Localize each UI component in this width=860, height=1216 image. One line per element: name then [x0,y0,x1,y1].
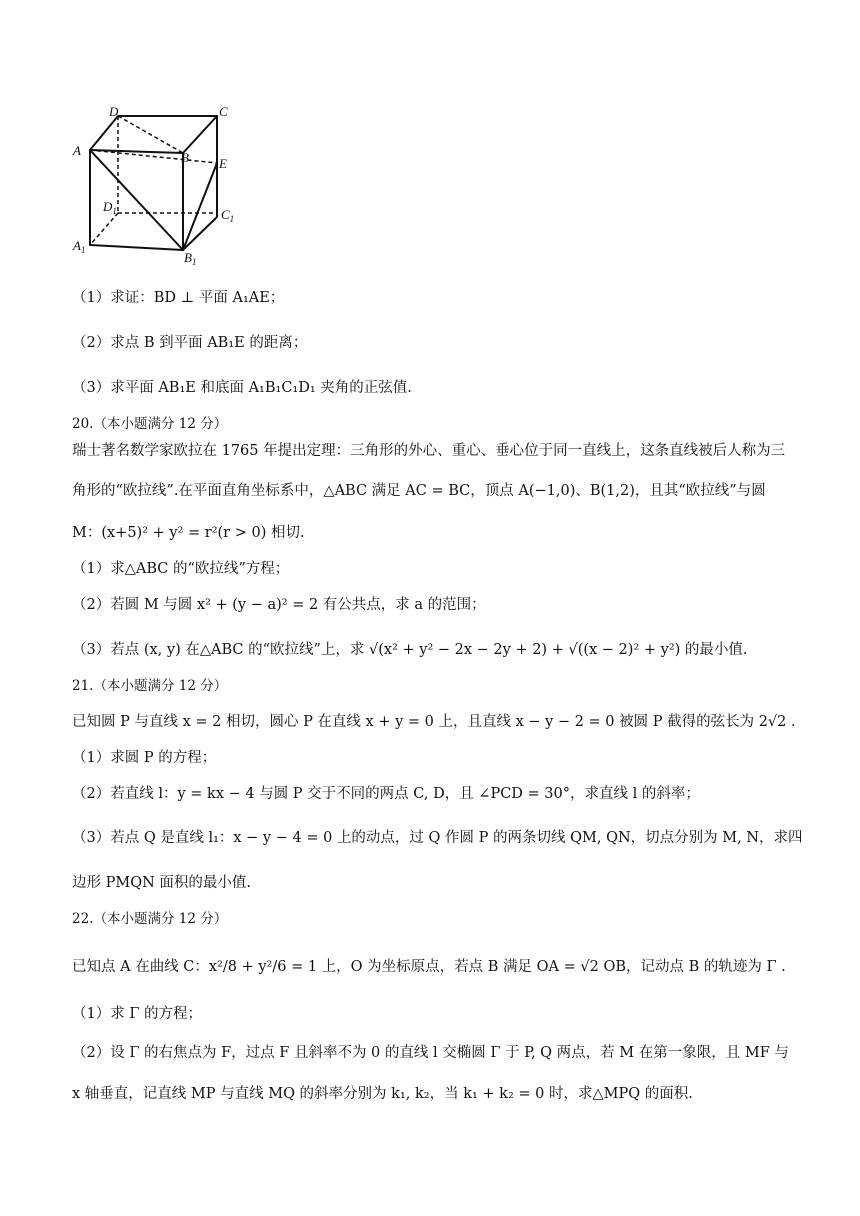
label-B: B [181,150,189,165]
q20-part2: （2）若圆 M 与圆 x² + (y − a)² = 2 有公共点，求 a 的范围； [72,597,486,613]
label-C1: $C_1$ [221,207,235,224]
q19-part3: （3）求平面 AB₁E 和底面 A₁B₁C₁D₁ 夹角的正弦值. [72,380,412,396]
q20-part3: （3）若点 (x, y) 在△ABC 的“欧拉线”上，求 √(x² + y² − 2x − 2y + 2) + √((x − 2)² + y²) 的最小值. [72,642,748,658]
q22-stem: 已知点 A 在曲线 C：x²/8 + y²/6 = 1 上，O 为坐标原点，若点 B 满足 OA = √2 OB，记动点 B 的轨迹为 Γ . [72,959,786,975]
label-A1: $A_1$ [73,238,86,255]
label-D: D [109,104,119,119]
q21-part3-line2: 边形 PMQN 面积的最小值. [72,875,252,891]
q21-part1: （1）求圆 P 的方程； [72,750,217,766]
cube-figure [66,98,246,268]
label-C: C [219,104,228,119]
q20-stem-line3: M：(x+5)² + y² = r²(r > 0) 相切. [72,525,305,541]
q20-stem-line2: 角形的“欧拉线”.在平面直角坐标系中，△ABC 满足 AC = BC，顶点 A(−1,0)、B(1,2)，且其“欧拉线”与圆 [72,483,766,499]
label-A: A [73,143,81,158]
label-B1: $B_1$ [184,250,197,267]
q21-part2: （2）若直线 l：y = kx − 4 与圆 P 交于不同的两点 C, D，且 ∠PCD = 30°，求直线 l 的斜率； [72,786,700,802]
q20-stem-line1: 瑞士著名数学家欧拉在 1765 年提出定理：三角形的外心、重心、垂心位于同一直线上，这条直线被后人称为三 [72,443,786,459]
q19-part2: （2）求点 B 到平面 AB₁E 的距离； [72,335,308,351]
q22-part1: （1）求 Γ 的方程； [72,1006,203,1022]
q21-header: 21.（本小题满分 12 分） [72,678,228,694]
q22-header: 22.（本小题满分 12 分） [72,911,228,927]
q22-part2-line2: x 轴垂直，记直线 MP 与直线 MQ 的斜率分别为 k₁, k₂，当 k₁ + k₂ = 0 时，求△MPQ 的面积. [72,1086,693,1102]
q19-part1: （1）求证：BD ⊥ 平面 A₁AE； [72,290,285,306]
q22-part2-line1: （2）设 Γ 的右焦点为 F，过点 F 且斜率不为 0 的直线 l 交椭圆 Γ 于 P, Q 两点，若 M 在第一象限，且 MF 与 [72,1045,789,1061]
q20-part1: （1）求△ABC 的“欧拉线”方程； [72,561,290,577]
q20-header: 20.（本小题满分 12 分） [72,416,228,432]
q21-part3-line1: （3）若点 Q 是直线 l₁：x − y − 4 = 0 上的动点，过 Q 作圆 P 的两条切线 QM, QN，切点分别为 M, N，求四 [72,830,803,846]
label-E: E [219,156,227,171]
q21-stem: 已知圆 P 与直线 x = 2 相切，圆心 P 在直线 x + y = 0 上，且直线 x − y − 2 = 0 被圆 P 截得的弦长为 2√2 . [72,714,796,730]
label-D1: $D_1$ [103,199,117,216]
